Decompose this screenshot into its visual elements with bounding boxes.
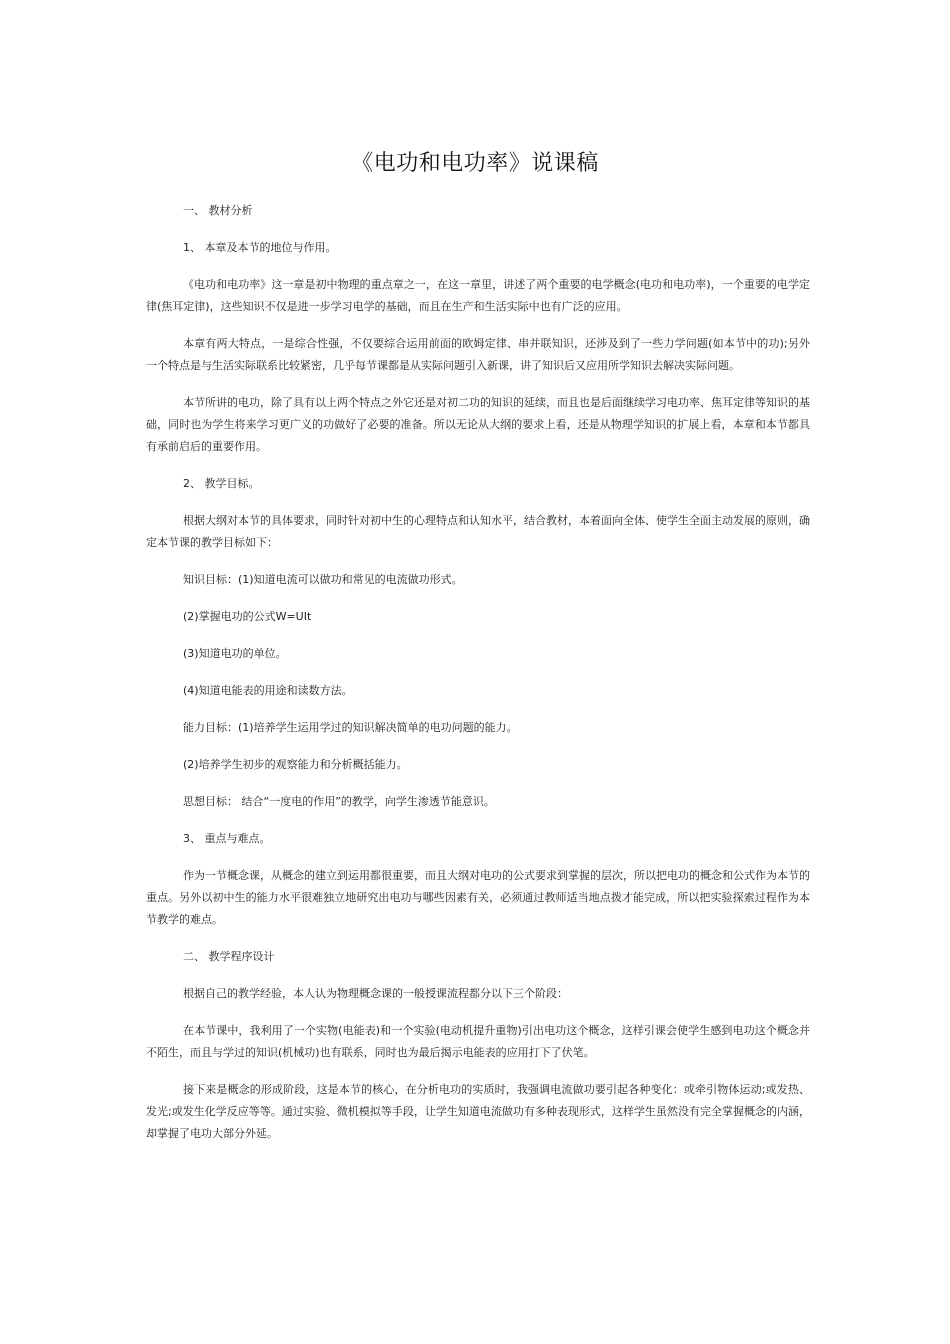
body-paragraph: 接下来是概念的形成阶段，这是本节的核心，在分析电功的实质时，我强调电流做功要引起各种变化：或牵引物体运动;或发热、发光;或发生化学反应等等。通过实验、微机模拟等手段，让学生知道电流做功有多种表现形式，这样学生虽然没有完全掌握概念的内涵，却掌握了电功大部分外延。 (146, 1083, 810, 1140)
body-paragraph: 《电功和电功率》这一章是初中物理的重点章之一，在这一章里，讲述了两个重要的电学概念(电功和电功率)，一个重要的电学定律(焦耳定律)，这些知识不仅是进一步学习电学的基础，而且在生产和生活实际中也有广泛的应用。 (146, 278, 810, 313)
section-heading: 二、 教学程序设计 (183, 950, 275, 963)
body-paragraph: 作为一节概念课，从概念的建立到运用都很重要，而且大纲对电功的公式要求到掌握的层次，所以把电功的概念和公式作为本节的重点。另外以初中生的能力水平很难独立地研究出电功与哪些因素有关，必须通过教师适当地点拨才能完成，所以把实验探索过程作为本节教学的难点。 (146, 869, 810, 926)
section-heading: 一、 教材分析 (183, 204, 253, 217)
body-paragraph: 本章有两大特点，一是综合性强，不仅要综合运用前面的欧姆定律、串并联知识，还涉及到了一些力学问题(如本节中的功);另外一个特点是与生活实际联系比较紧密，几乎每节课都是从实际问题引入新课，讲了知识后又应用所学知识去解决实际问题。 (146, 337, 810, 372)
document-body (146, 200, 810, 1160)
objective-item: (2)掌握电功的公式W=UIt (183, 610, 312, 623)
body-paragraph: 根据大纲对本节的具体要求，同时针对初中生的心理特点和认知水平，结合教材，本着面向全体、使学生全面主动发展的原则，确定本节课的教学目标如下： (146, 514, 810, 549)
body-paragraph: 在本节课中，我利用了一个实物(电能表)和一个实验(电动机提升重物)引出电功这个概念，这样引课会使学生感到电功这个概念并不陌生，而且与学过的知识(机械功)也有联系，同时也为最后揭示电能表的应用打下了伏笔。 (146, 1024, 810, 1059)
objective-item: (3)知道电功的单位。 (183, 647, 287, 660)
objective-item: 能力目标：(1)培养学生运用学过的知识解决简单的电功问题的能力。 (183, 721, 518, 734)
objective-item: (4)知道电能表的用途和读数方法。 (183, 684, 353, 697)
body-paragraph: 本节所讲的电功，除了具有以上两个特点之外它还是对初二功的知识的延续，而且也是后面继续学习电功率、焦耳定律等知识的基础，同时也为学生将来学习更广义的功做好了必要的准备。所以无论从大纲的要求上看，还是从物理学知识的扩展上看，本章和本节都具有承前启后的重要作用。 (146, 396, 810, 453)
document-title: 《电功和电功率》说课稿 (351, 151, 599, 176)
subsection-heading: 1、 本章及本节的地位与作用。 (183, 241, 337, 254)
subsection-heading: 3、 重点与难点。 (183, 832, 271, 845)
subsection-heading: 2、 教学目标。 (183, 477, 260, 490)
body-paragraph: 根据自己的教学经验，本人认为物理概念课的一般授课流程都分以下三个阶段： (183, 987, 568, 1000)
objective-item: 知识目标：(1)知道电流可以做功和常见的电流做功形式。 (183, 573, 463, 586)
objective-item: 思想目标： 结合“一度电的作用”的教学，向学生渗透节能意识。 (183, 795, 495, 808)
objective-item: (2)培养学生初步的观察能力和分析概括能力。 (183, 758, 408, 771)
